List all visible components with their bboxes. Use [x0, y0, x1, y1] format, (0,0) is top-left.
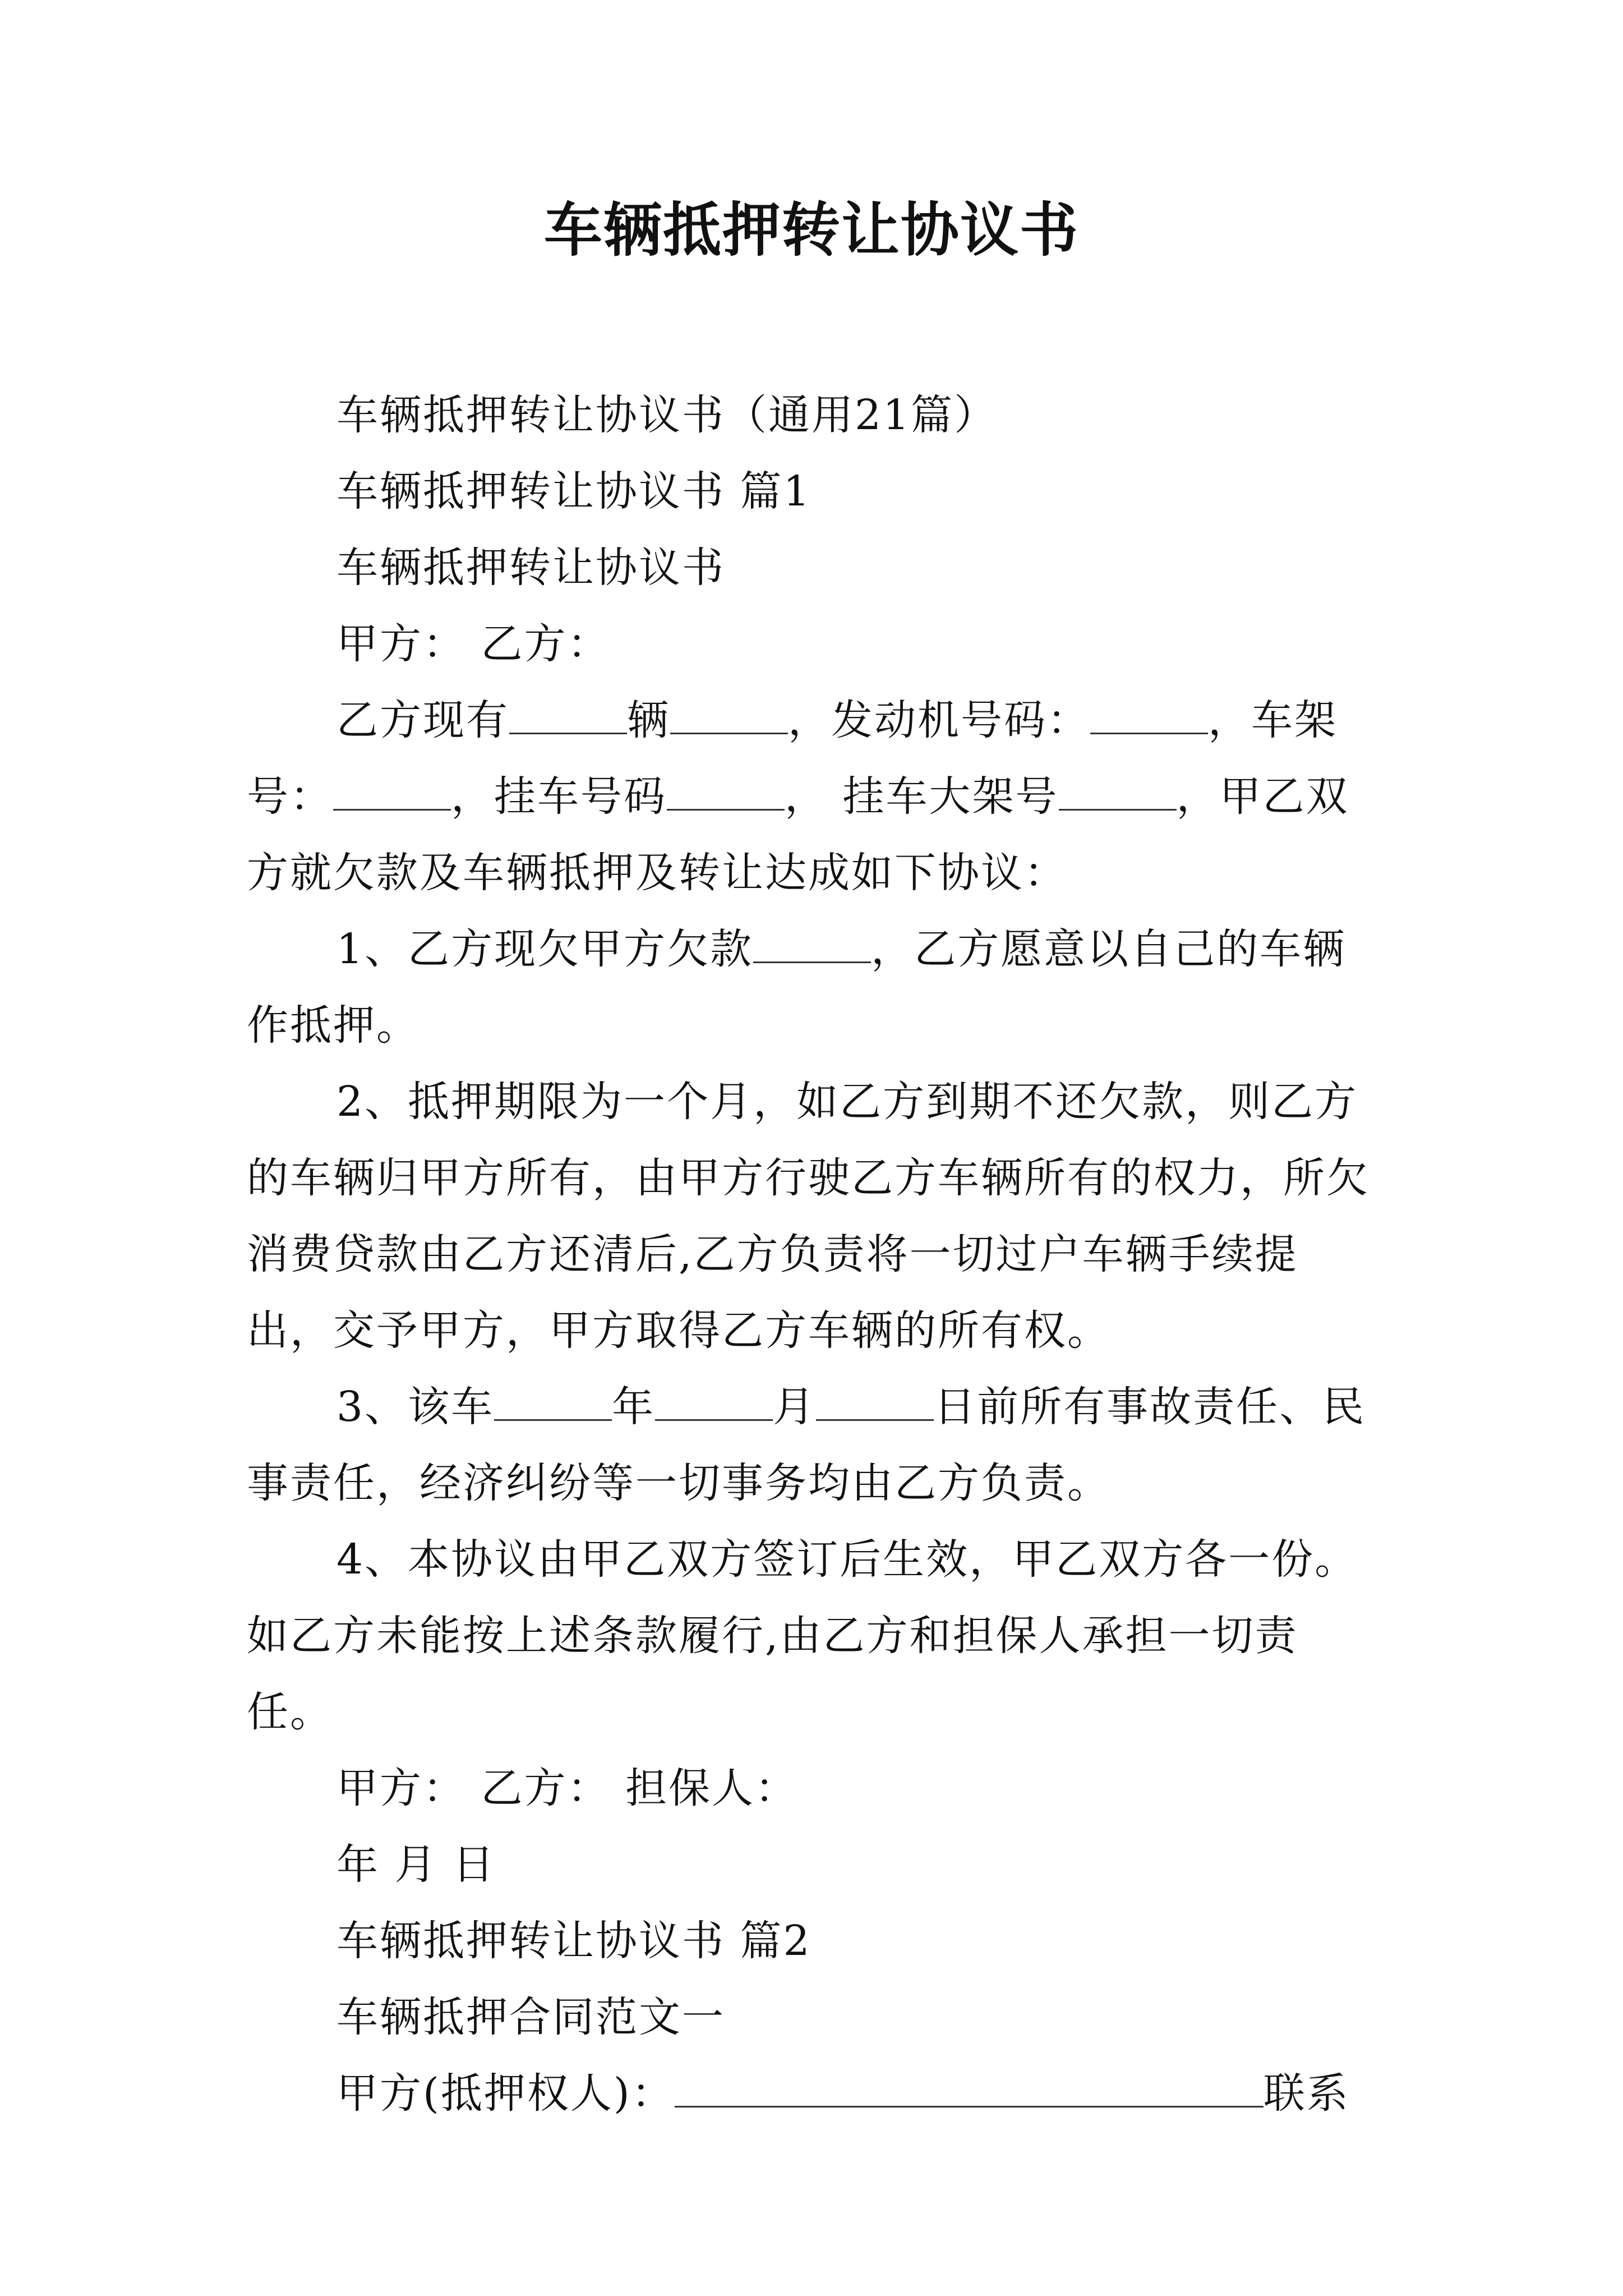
- paragraph-date: 年 月 日: [336, 1841, 496, 1889]
- blank-line: [509, 693, 627, 734]
- paragraph-parties: 甲方： 乙方：: [336, 620, 611, 668]
- document-title: 车辆抵押转让协议书: [543, 195, 1079, 264]
- blank-line: [655, 1380, 773, 1421]
- paragraph-clause-1: 1、乙方现欠甲方欠款 ，乙方愿意以自己的车辆作抵押。: [247, 911, 1380, 1064]
- paragraph-contract-sample-title: 车辆抵押合同范文一: [336, 1993, 725, 2041]
- blank-line: [1059, 770, 1177, 811]
- paragraph-section-heading-1: 车辆抵押转让协议书 篇1: [336, 467, 811, 516]
- document-body: [247, 377, 1380, 2132]
- blank-line: [816, 1380, 934, 1421]
- paragraph-section-heading-2: 车辆抵押转让协议书 篇2: [336, 1917, 811, 1965]
- blank-line: [753, 922, 871, 963]
- blank-line: [675, 2067, 1264, 2108]
- blank-line: [333, 770, 451, 811]
- paragraph-vehicle-info: 乙方现有 辆 ，发动机号码： ，车架号： ，挂车号码 ， 挂车大架号 ，甲乙双方就欠款及车辆抵押及转让达成如下协议：: [247, 682, 1380, 911]
- blank-line: [1090, 693, 1208, 734]
- paragraph-signatures: 甲方： 乙方： 担保人：: [336, 1764, 799, 1812]
- paragraph-subtitle: 车辆抵押转让协议书（通用21篇）: [336, 391, 998, 439]
- paragraph-clause-3: 3、该车 年 月 日前所有事故责任、民事责任，经济纠纷等一切事务均由乙方负责。: [247, 1369, 1380, 1521]
- paragraph-clause-2: 2、抵押期限为一个月，如乙方到期不还欠款，则乙方的车辆归甲方所有，由甲方行驶乙方车辆所有的权力，所欠消费贷款由乙方还清后,乙方负责将一切过户车辆手续提出，交予甲方，甲方取得乙方车辆的所有权。: [247, 1078, 1370, 1355]
- paragraph-agreement-title: 车辆抵押转让协议书: [336, 544, 725, 592]
- paragraph-clause-4: 4、本协议由甲乙双方签订后生效，甲乙双方各一份。如乙方未能按上述条款履行,由乙方和担保人承担一切责任。: [247, 1535, 1358, 1736]
- blank-line: [494, 1380, 612, 1421]
- blank-line: [670, 693, 788, 734]
- paragraph-mortgagee: 甲方(抵押权人)： 联系: [247, 2055, 1380, 2132]
- blank-line: [667, 770, 785, 811]
